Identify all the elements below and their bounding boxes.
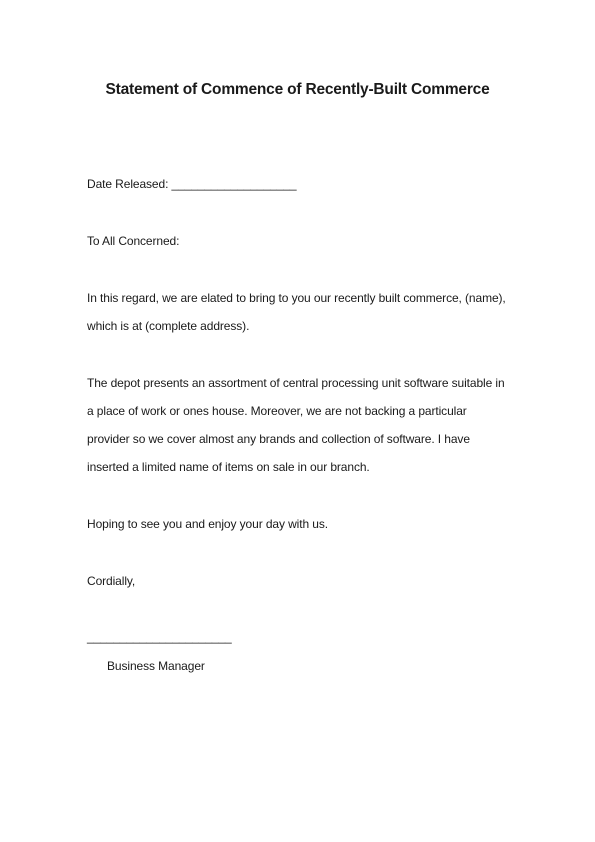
paragraph-3: Hoping to see you and enjoy your day with us. xyxy=(87,517,328,531)
paragraph-2-line-2: a place of work or ones house. Moreover, we are not backing a particular xyxy=(87,404,467,418)
paragraph-2-line-1: The depot presents an assortment of central processing unit software suitable in xyxy=(87,376,505,390)
salutation: To All Concerned: xyxy=(87,234,180,248)
paragraph-1-line-1: In this regard, we are elated to bring to you our recently built commerce, (name), xyxy=(87,291,506,305)
signature-line: ______________________ xyxy=(87,630,232,644)
closing: Cordially, xyxy=(87,574,136,588)
signatory-title: Business Manager xyxy=(107,659,205,673)
document-title: Statement of Commence of Recently-Built Commerce xyxy=(105,81,490,98)
paragraph-2-line-4: inserted a limited name of items on sale in our branch. xyxy=(87,460,370,474)
paragraph-1-line-2: which is at (complete address). xyxy=(87,319,250,333)
date-released-line: Date Released: ___________________ xyxy=(87,177,297,191)
paragraph-2-line-3: provider so we cover almost any brands and collection of software. I have xyxy=(87,432,470,446)
